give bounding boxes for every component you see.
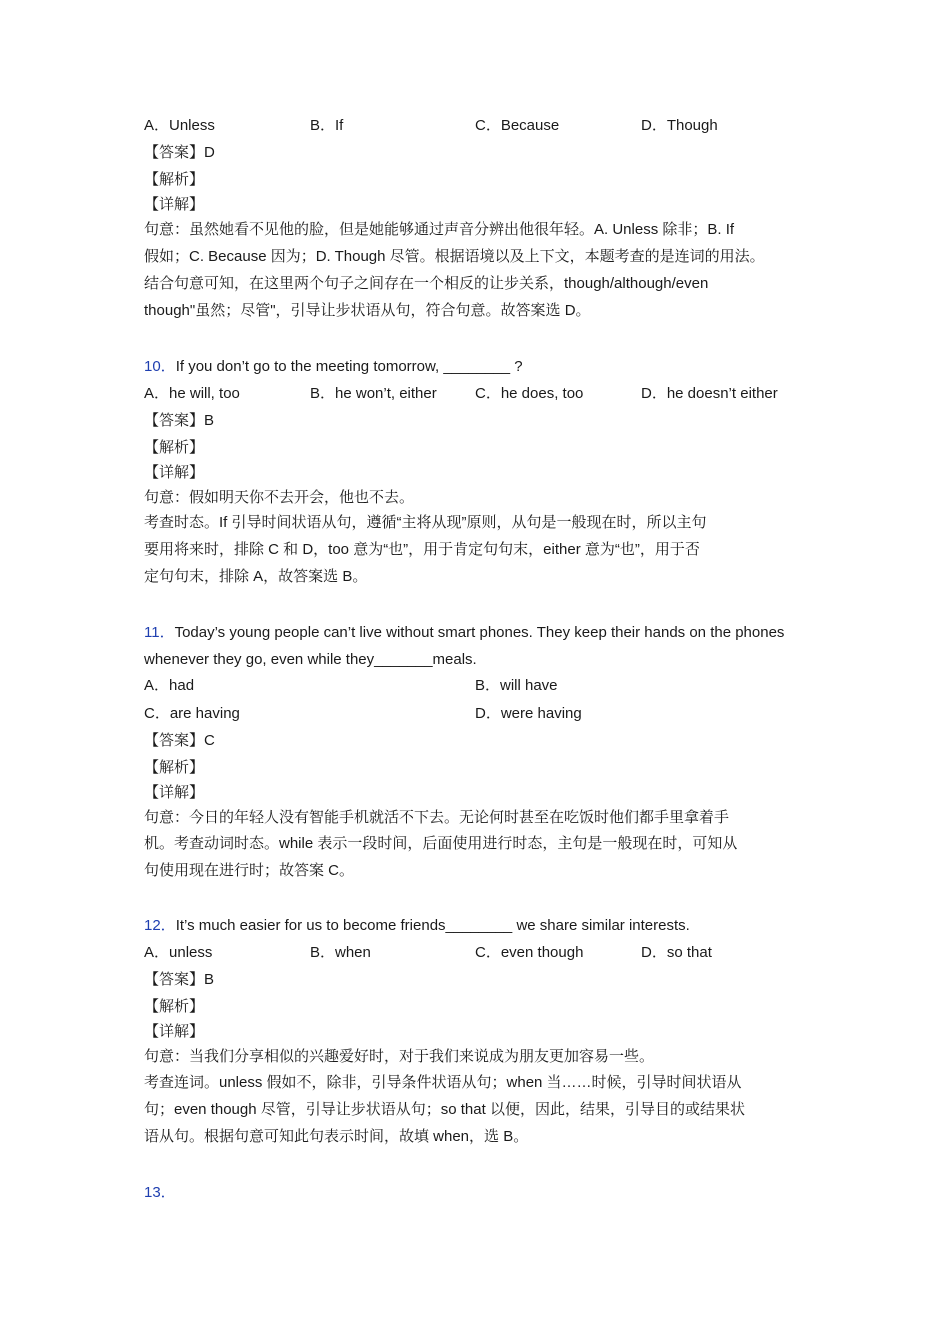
q10-option-c: C．he does, too [475, 385, 584, 402]
q12-answer: 【答案】B [144, 971, 215, 988]
q11-option-c: C．are having [144, 705, 240, 722]
q10-explanation-line: 定句句末，排除 A，故答案选 B。 [144, 568, 368, 585]
q11-explanation-line: 句意：今日的年轻人没有智能手机就活不下去。无论何时甚至在吃饭时他们都手里拿着手 [144, 809, 730, 826]
q10-answer: 【答案】B [144, 412, 215, 429]
q13-number: 13． [144, 1184, 176, 1201]
q11-detail-label: 【详解】 [144, 784, 205, 801]
q12-stem [144, 916, 690, 936]
q9-explanation-line: though"虽然；尽管"，引导让步状语从句，符合句意。故答案选 D。 [144, 302, 591, 319]
q9-option-c: C．Because [475, 117, 560, 134]
q10-explanation-line: 考查时态。If 引导时间状语从句，遵循“主将从现”原则，从句是一般现在时，所以主句 [144, 514, 707, 531]
q9-analysis-label: 【解析】 [144, 171, 205, 188]
q10-explanation-line: 句意：假如明天你不去开会，他也不去。 [144, 489, 415, 506]
q10-option-a: A．he will, too [144, 385, 240, 402]
q9-explanation-line: 假如；C. Because 因为；D. Though 尽管。根据语境以及上下文，本题考查的是连词的用法。 [144, 248, 765, 265]
q12-explanation-line: 句意：当我们分享相似的兴趣爱好时，对于我们来说成为朋友更加容易一些。 [144, 1048, 655, 1065]
q11-stem-line2: whenever they go, even while they_______meals. [144, 651, 477, 668]
q11-stem [144, 623, 784, 643]
q12-explanation-line: 句；even though 尽管，引导让步状语从句；so that 以便，因此，结果，引导目的或结果状 [144, 1101, 745, 1118]
q12-stem-text: It’s much easier for us to become friends________ we share similar interests. [175, 917, 690, 934]
q12-option-c: C．even though [475, 944, 584, 961]
q11-explanation-line: 句使用现在进行时；故答案 C。 [144, 862, 355, 879]
q12-explanation-line: 考查连词。unless 假如不，除非，引导条件状语从句；when 当……时候，引导时间状语从 [144, 1074, 742, 1091]
q11-analysis-label: 【解析】 [144, 759, 205, 776]
q12-explanation-line: 语从句。根据句意可知此句表示时间，故填 when，选 B。 [144, 1128, 529, 1145]
q12-option-a: A．unless [144, 944, 213, 961]
q10-detail-label: 【详解】 [144, 464, 205, 481]
q9-option-d: D．Though [641, 117, 718, 134]
q9-option-b: B．If [310, 117, 344, 134]
q12-detail-label: 【详解】 [144, 1023, 205, 1040]
q9-explanation-line: 句意：虽然她看不见他的脸，但是她能够通过声音分辨出他很年轻。A. Unless 除非；B. If [144, 221, 735, 238]
q11-option-d: D．were having [475, 705, 582, 722]
q11-stem-text: Today’s young people can’t live without smart phones. They keep their hands on the phones [174, 624, 785, 641]
q11-option-a: A．had [144, 677, 195, 694]
q12-option-d: D．so that [641, 944, 712, 961]
q12-analysis-label: 【解析】 [144, 998, 205, 1015]
q10-stem-text: If you don’t go to the meeting tomorrow, ________ ? [175, 358, 523, 375]
q10-option-b: B．he won’t, either [310, 385, 437, 402]
q10-analysis-label: 【解析】 [144, 439, 205, 456]
q11-explanation-line: 机。考查动词时态。while 表示一段时间，后面使用进行时态，主句是一般现在时，可知从 [144, 835, 738, 852]
q9-detail-label: 【详解】 [144, 196, 205, 213]
q10-stem [144, 357, 523, 377]
q12-option-b: B．when [310, 944, 371, 961]
q9-answer: 【答案】D [144, 144, 215, 161]
q11-option-b: B．will have [475, 677, 558, 694]
q10-option-d: D．he doesn’t either [641, 385, 778, 402]
q9-explanation-line: 结合句意可知，在这里两个句子之间存在一个相反的让步关系，though/although/even [144, 275, 709, 292]
q9-option-a: A．Unless [144, 117, 215, 134]
q10-number: 10． [144, 358, 176, 375]
q12-number: 12． [144, 917, 176, 934]
q11-answer: 【答案】C [144, 732, 215, 749]
q11-number: 11． [144, 624, 175, 641]
q10-explanation-line: 要用将来时，排除 C 和 D，too 意为“也”，用于肯定句句末，either 意为“也”，用于否 [144, 541, 700, 558]
